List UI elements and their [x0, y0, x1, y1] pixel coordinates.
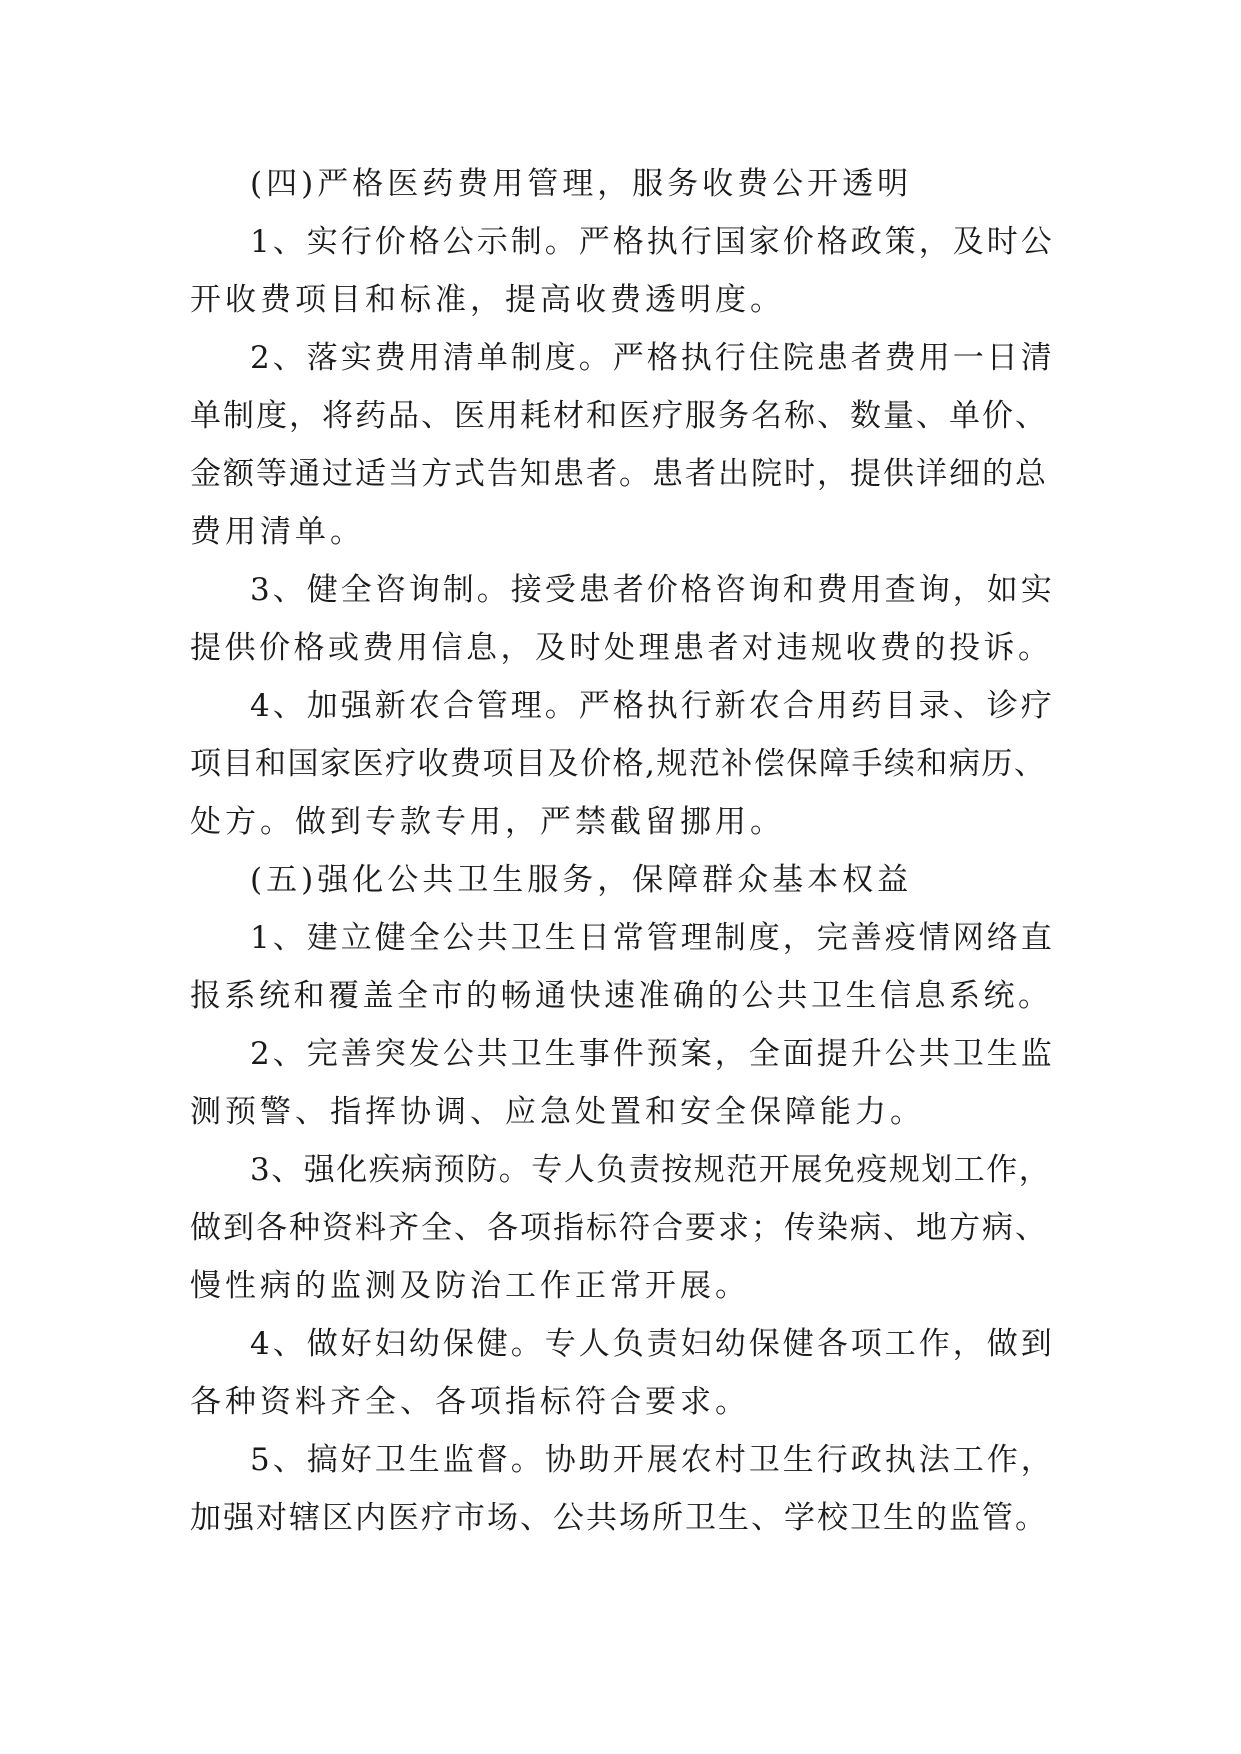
paragraph-line: 3、强化疾病预防。专人负责按规范开展免疫规划工作， [250, 1152, 1052, 1188]
paragraph-line: 测预警、指挥协调、应急处置和安全保障能力。 [190, 1094, 925, 1130]
paragraph-line: 1、建立健全公共卫生日常管理制度，完善疫情网络直 [250, 920, 1055, 956]
paragraph-line: 费用清单。 [190, 514, 365, 550]
paragraph-line: 金额等通过适当方式告知患者。患者出院时，提供详细的总 [190, 456, 1048, 492]
section-heading-five: (五)强化公共卫生服务，保障群众基本权益 [250, 862, 913, 898]
paragraph-line: 做到各种资料齐全、各项指标符合要求；传染病、地方病、 [190, 1210, 1048, 1246]
paragraph-line: 项目和国家医疗收费项目及价格,规范补偿保障手续和病历、 [190, 746, 1047, 782]
paragraph-line: 单制度，将药品、医用耗材和医疗服务名称、数量、单价、 [190, 398, 1048, 434]
paragraph-line: 提供价格或费用信息，及时处理患者对违规收费的投诉。 [190, 630, 1053, 666]
paragraph-line: 处方。做到专款专用，严禁截留挪用。 [190, 804, 785, 840]
section-heading-four: (四)严格医药费用管理，服务收费公开透明 [250, 166, 913, 202]
paragraph-line: 报系统和覆盖全市的畅通快速准确的公共卫生信息系统。 [190, 978, 1053, 1014]
paragraph-line: 3、健全咨询制。接受患者价格咨询和费用查询，如实 [250, 572, 1055, 608]
paragraph-line: 2、完善突发公共卫生事件预案，全面提升公共卫生监 [250, 1036, 1055, 1072]
paragraph-line: 4、做好妇幼保健。专人负责妇幼保健各项工作，做到 [250, 1326, 1055, 1362]
paragraph-line: 5、搞好卫生监督。协助开展农村卫生行政执法工作， [250, 1442, 1055, 1478]
paragraph-line: 加强对辖区内医疗市场、公共场所卫生、学校卫生的监管。 [190, 1500, 1048, 1536]
paragraph-line: 各种资料齐全、各项指标符合要求。 [190, 1384, 750, 1420]
paragraph-line: 2、落实费用清单制度。严格执行住院患者费用一日清 [250, 340, 1055, 376]
paragraph-line: 1、实行价格公示制。严格执行国家价格政策，及时公 [250, 224, 1055, 260]
paragraph-line: 4、加强新农合管理。严格执行新农合用药目录、诊疗 [250, 688, 1055, 724]
paragraph-line: 慢性病的监测及防治工作正常开展。 [190, 1268, 750, 1304]
paragraph-line: 开收费项目和标准，提高收费透明度。 [190, 282, 785, 318]
